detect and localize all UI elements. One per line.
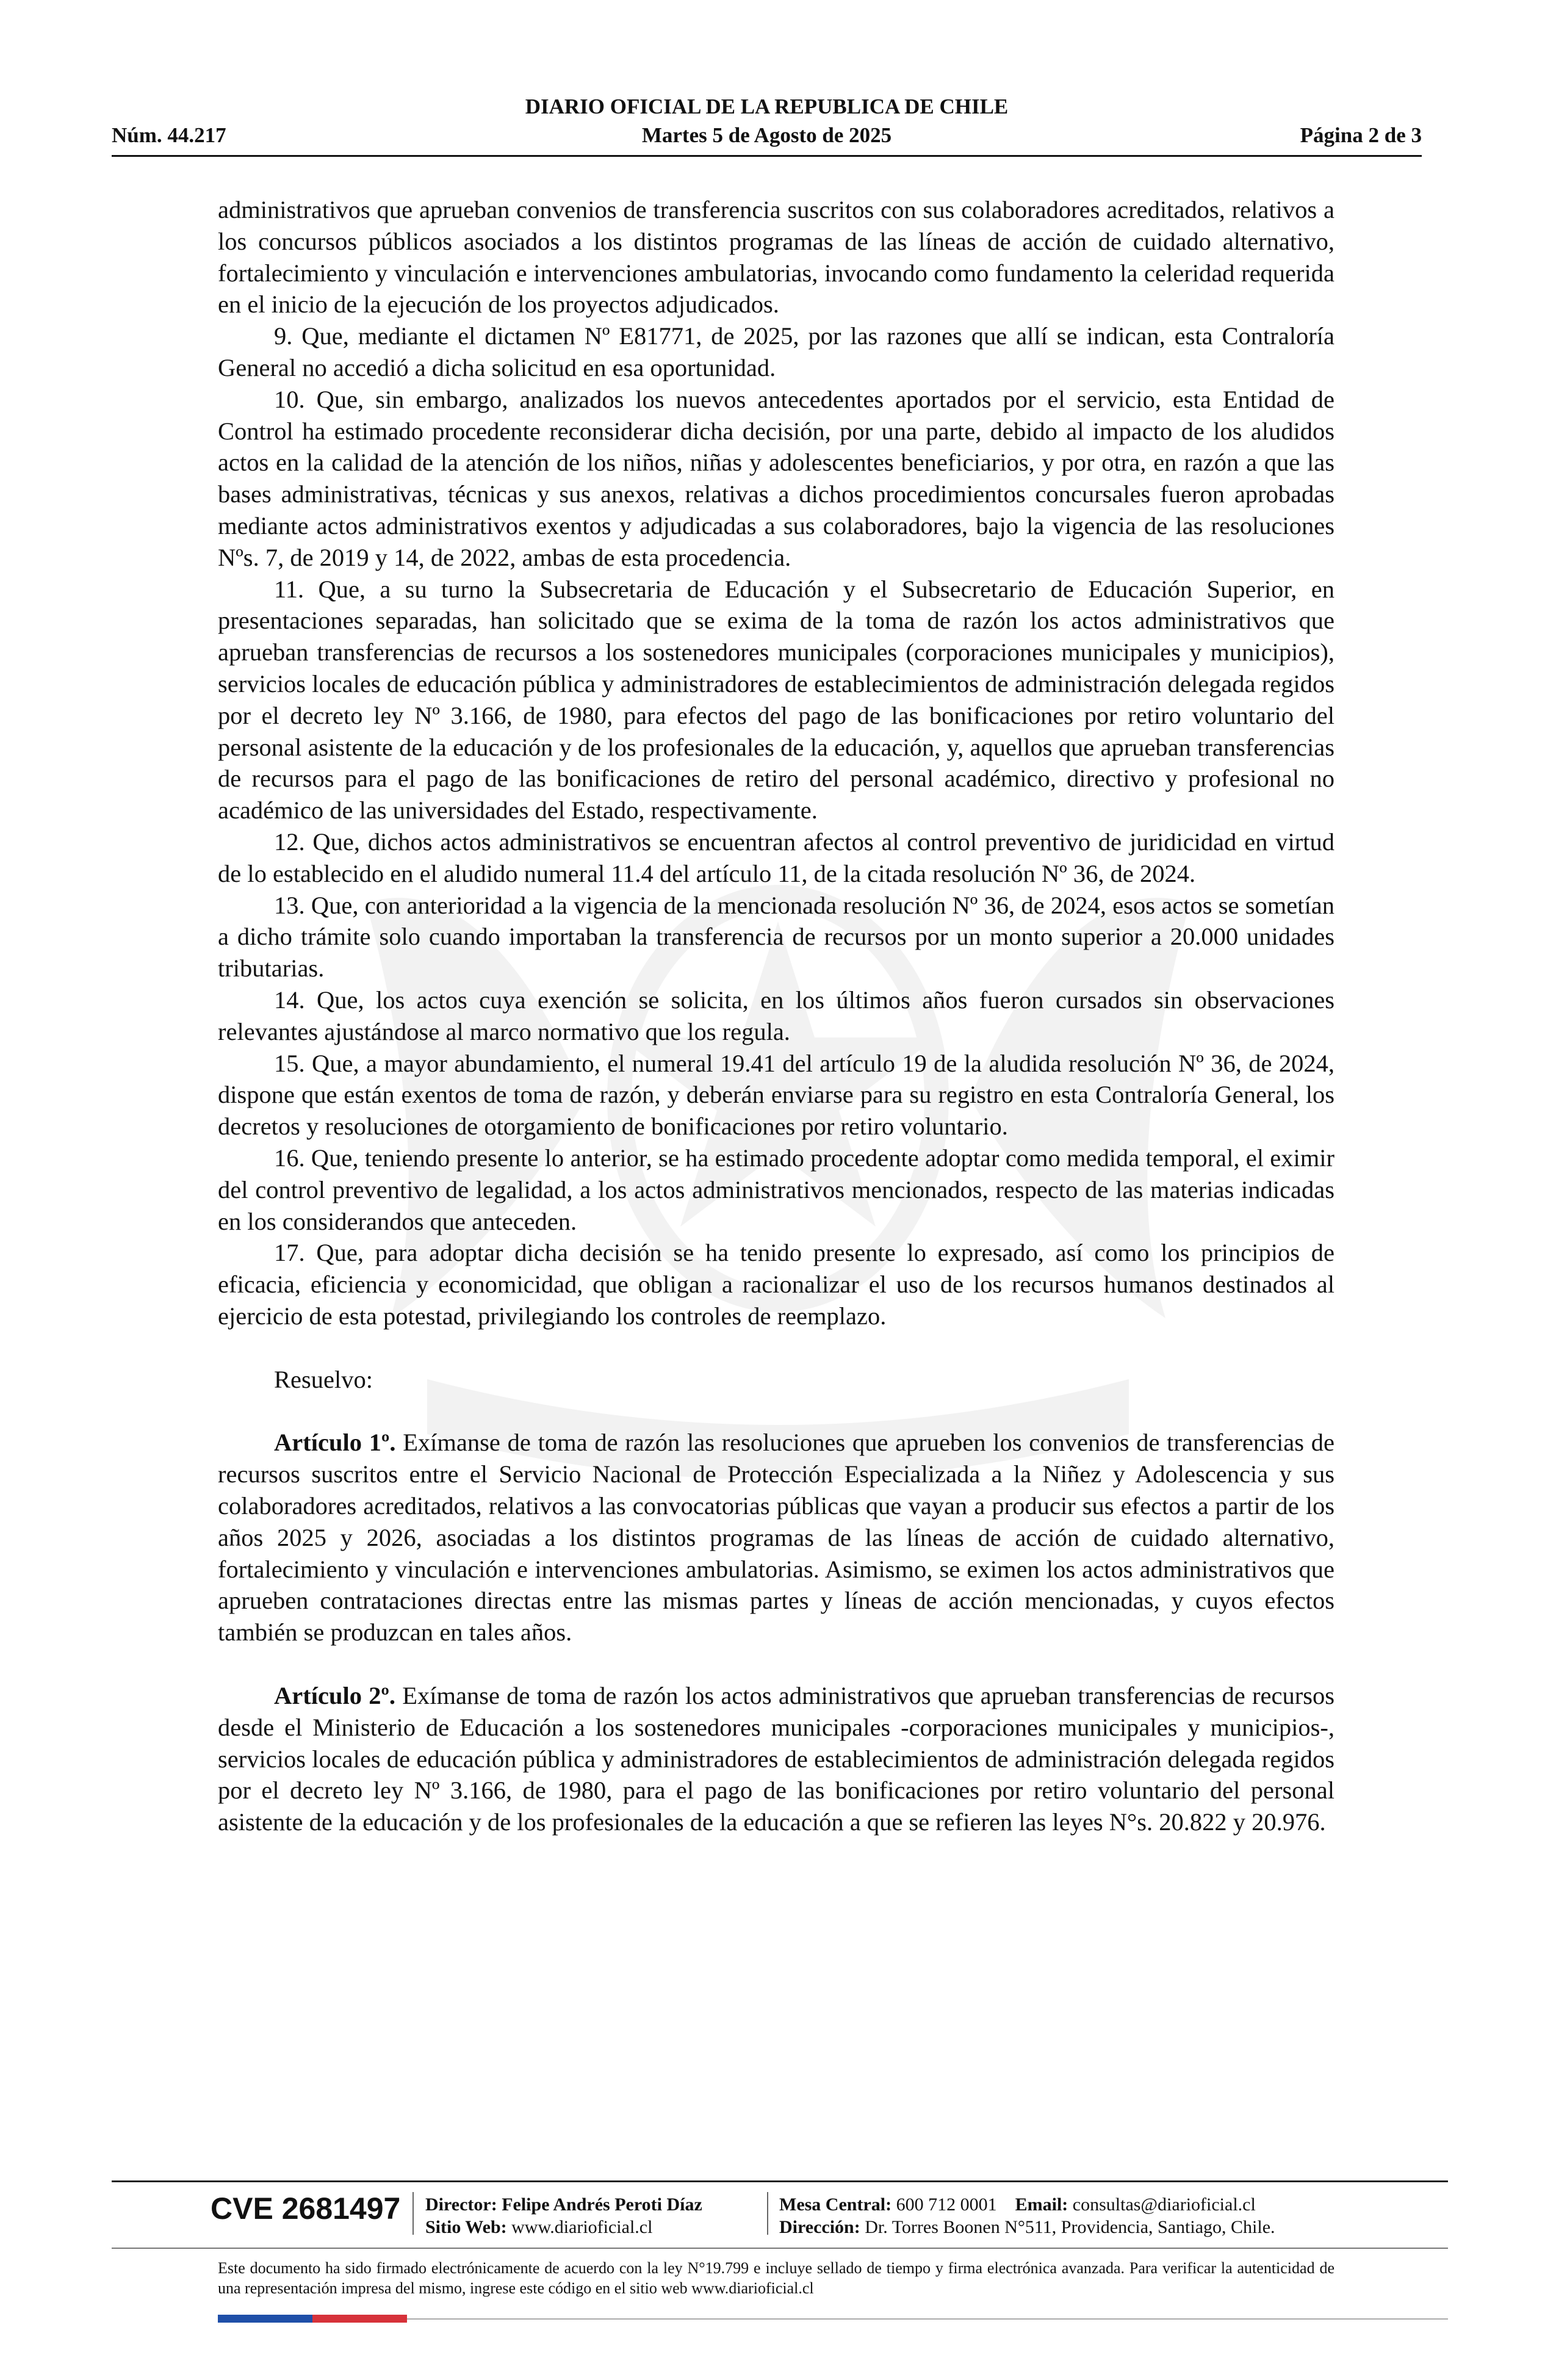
paragraph-16: 16. Que, teniendo presente lo anterior, se ha estimado procedente adoptar como medida temporal, el eximir del control preventivo de legalidad, a los actos administrativos mencionados, respecto de las materias indicadas en los considerandos que anteceden. <box>218 1144 1334 1235</box>
mesa-phone: 600 712 0001 <box>896 2194 997 2215</box>
address-text: Dr. Torres Boonen N°511, Providencia, Santiago, Chile. <box>865 2217 1275 2237</box>
footer-address <box>779 2216 1275 2238</box>
footer-divider-mid <box>112 2248 1448 2249</box>
paragraph-10: 10. Que, sin embargo, analizados los nuevos antecedentes aportados por el servicio, esta Entidad de Control ha estimado procedente reconsiderar dicha decisión, por una parte, debido al impacto de los aludidos actos en la calidad de la atención de los niños, niñas y adolescentes beneficiarios, y por otra, en razón a que las bases administrativas, técnicas y sus anexos, relativas a dichos procedimientos concursales fueron aprobadas mediante actos administrativos exentos y adjudicadas a sus colaboradores, bajo la vigencia de las resoluciones Nºs. 7, de 2019 y 14, de 2022, ambas de esta procedencia. <box>218 385 1334 571</box>
article-1 <box>218 1427 1334 1648</box>
paragraph-11: 11. Que, a su turno la Subsecretaria de Educación y el Subsecretario de Educación Superior, en presentaciones separadas, han solicitado que se exima de la toma de razón los actos administrativos que aprueban transferencias de recursos a los sostenedores municipales (corporaciones municipales y municipios), servicios locales de educación pública y administradores de establecimientos de administración delegada regidos por el decreto ley Nº 3.166, de 1980, para efectos del pago de las bonificaciones por retiro voluntario del personal asistente de la educación y de los profesionales de la educación, y, aquellos que aprueban transferencias de recursos para el pago de las bonificaciones de retiro del personal académico, directivo y profesional no académico de las universidades del Estado, respectivamente. <box>218 575 1334 824</box>
website-label: Sitio Web: <box>425 2217 507 2237</box>
paragraph-15: 15. Que, a mayor abundamiento, el numeral 19.41 del artículo 19 de la aludida resolución Nº 36, de 2024, dispone que están exentos de toma de razón, y deberán enviarse para su registro en esta Contraloría General, los decretos y resoluciones de otorgamiento de bonificaciones por retiro voluntario. <box>218 1049 1334 1141</box>
email-label: Email: <box>1015 2194 1068 2215</box>
article-2-text: Exímanse de toma de razón los actos administrativos que aprueban transferencias de recursos desde el Ministerio de Educación a los sostenedores municipales -corporaciones municipales y municipios-, servicios locales de educación pública y administradores de establecimientos de administración delegada regidos por el decreto ley Nº 3.166, de 1980, para el pago de las bonificaciones por retiro voluntario del personal asistente de la educación y de los profesionales de la educación a que se refieren las leyes N°s. 20.822 y 20.976. <box>218 1682 1334 1836</box>
issue-date: Martes 5 de Agosto de 2025 <box>641 123 892 147</box>
page-number: Página 2 de 3 <box>1300 123 1422 147</box>
resolve-heading: Resuelvo: <box>274 1365 373 1393</box>
footer-contact <box>779 2193 1256 2216</box>
footer-website <box>425 2216 652 2238</box>
flag-bar-red <box>312 2315 407 2323</box>
paragraph-9: 9. Que, mediante el dictamen Nº E81771, de 2025, por las razones que allí se indican, esta Contraloría General no accedió a dicha solicitud en esa oportunidad. <box>218 322 1334 381</box>
document-body <box>218 194 1334 2116</box>
article-2 <box>218 1680 1334 1838</box>
footer-divider-top <box>112 2180 1448 2182</box>
paragraph-14: 14. Que, los actos cuya exención se solicita, en los últimos años fueron cursados sin observaciones relevantes ajustándose al marco normativo que los regula. <box>218 986 1334 1045</box>
article-1-text: Exímanse de toma de razón las resoluciones que aprueben los convenios de transferencias de recursos suscritos entre el Servicio Nacional de Protección Especializada a la Niñez y Adolescencia y sus colaboradores acreditados, relativos a las convocatorias públicas que vayan a producir sus efectos a partir de los años 2025 y 2026, asociadas a los distintos programas de las líneas de acción de cuidado alternativo, fortalecimiento y vinculación e intervenciones ambulatorias. Asimismo, se eximen los actos administrativos que aprueben contrataciones directas entre las mismas partes y líneas de acción mencionadas, y cuyos efectos también se produzcan en tales años. <box>218 1429 1334 1646</box>
publication-title: DIARIO OFICIAL DE LA REPUBLICA DE CHILE <box>525 95 1009 118</box>
paragraph-13: 13. Que, con anterioridad a la vigencia de la mencionada resolución Nº 36, de 2024, esos actos se sometían a dicho trámite solo cuando importaban la transferencia de recursos por un monto superior a 20.000 unidades tributarias. <box>218 891 1334 983</box>
website-link[interactable]: www.diarioficial.cl <box>511 2217 653 2237</box>
footer-separator <box>412 2192 414 2235</box>
mesa-label: Mesa Central: <box>779 2194 892 2215</box>
footer-director <box>425 2193 702 2216</box>
header-divider <box>112 155 1422 157</box>
email-link[interactable]: consultas@diarioficial.cl <box>1072 2194 1256 2215</box>
footer-separator <box>767 2192 768 2235</box>
legal-notice: Este documento ha sido firmado electrónicamente de acuerdo con la ley N°19.799 e incluye sellado de tiempo y firma electrónica avanzada. Para verificar la autenticidad de una representación impresa del mismo, ingrese este código en el sitio web www.diarioficial.cl <box>218 2259 1334 2297</box>
issue-number: Núm. 44.217 <box>112 123 226 147</box>
director-label: Director: <box>425 2194 497 2215</box>
page-header <box>112 95 1422 156</box>
cve-code: CVE 2681497 <box>211 2191 401 2226</box>
flag-bar-blue <box>218 2315 312 2323</box>
paragraph-12: 12. Que, dichos actos administrativos se encuentran afectos al control preventivo de juridicidad en virtud de lo establecido en el aludido numeral 11.4 del artículo 11, de la citada resolución Nº 36, de 2024. <box>218 828 1334 887</box>
director-name: Felipe Andrés Peroti Díaz <box>502 2194 702 2215</box>
article-2-label: Artículo 2º. <box>274 1682 395 1710</box>
article-1-label: Artículo 1º. <box>274 1429 396 1457</box>
paragraph-continued: administrativos que aprueban convenios de transferencia suscritos con sus colaboradores acreditados, relativos a los concursos públicos asociados a los distintos programas de las líneas de acción de cuidado alternativo, fortalecimiento y vinculación e intervenciones ambulatorias, invocando como fundamento la celeridad requerida en el inicio de la ejecución de los proyectos adjudicados. <box>218 196 1334 319</box>
address-label: Dirección: <box>779 2217 860 2237</box>
paragraph-17: 17. Que, para adoptar dicha decisión se ha tenido presente lo expresado, así como los principios de eficacia, eficiencia y economicidad, que obligan a racionalizar el uso de los recursos humanos destinados al ejercicio de esta potestad, privilegiando los controles de reemplazo. <box>218 1239 1334 1330</box>
footer-divider-bottom <box>407 2318 1448 2320</box>
